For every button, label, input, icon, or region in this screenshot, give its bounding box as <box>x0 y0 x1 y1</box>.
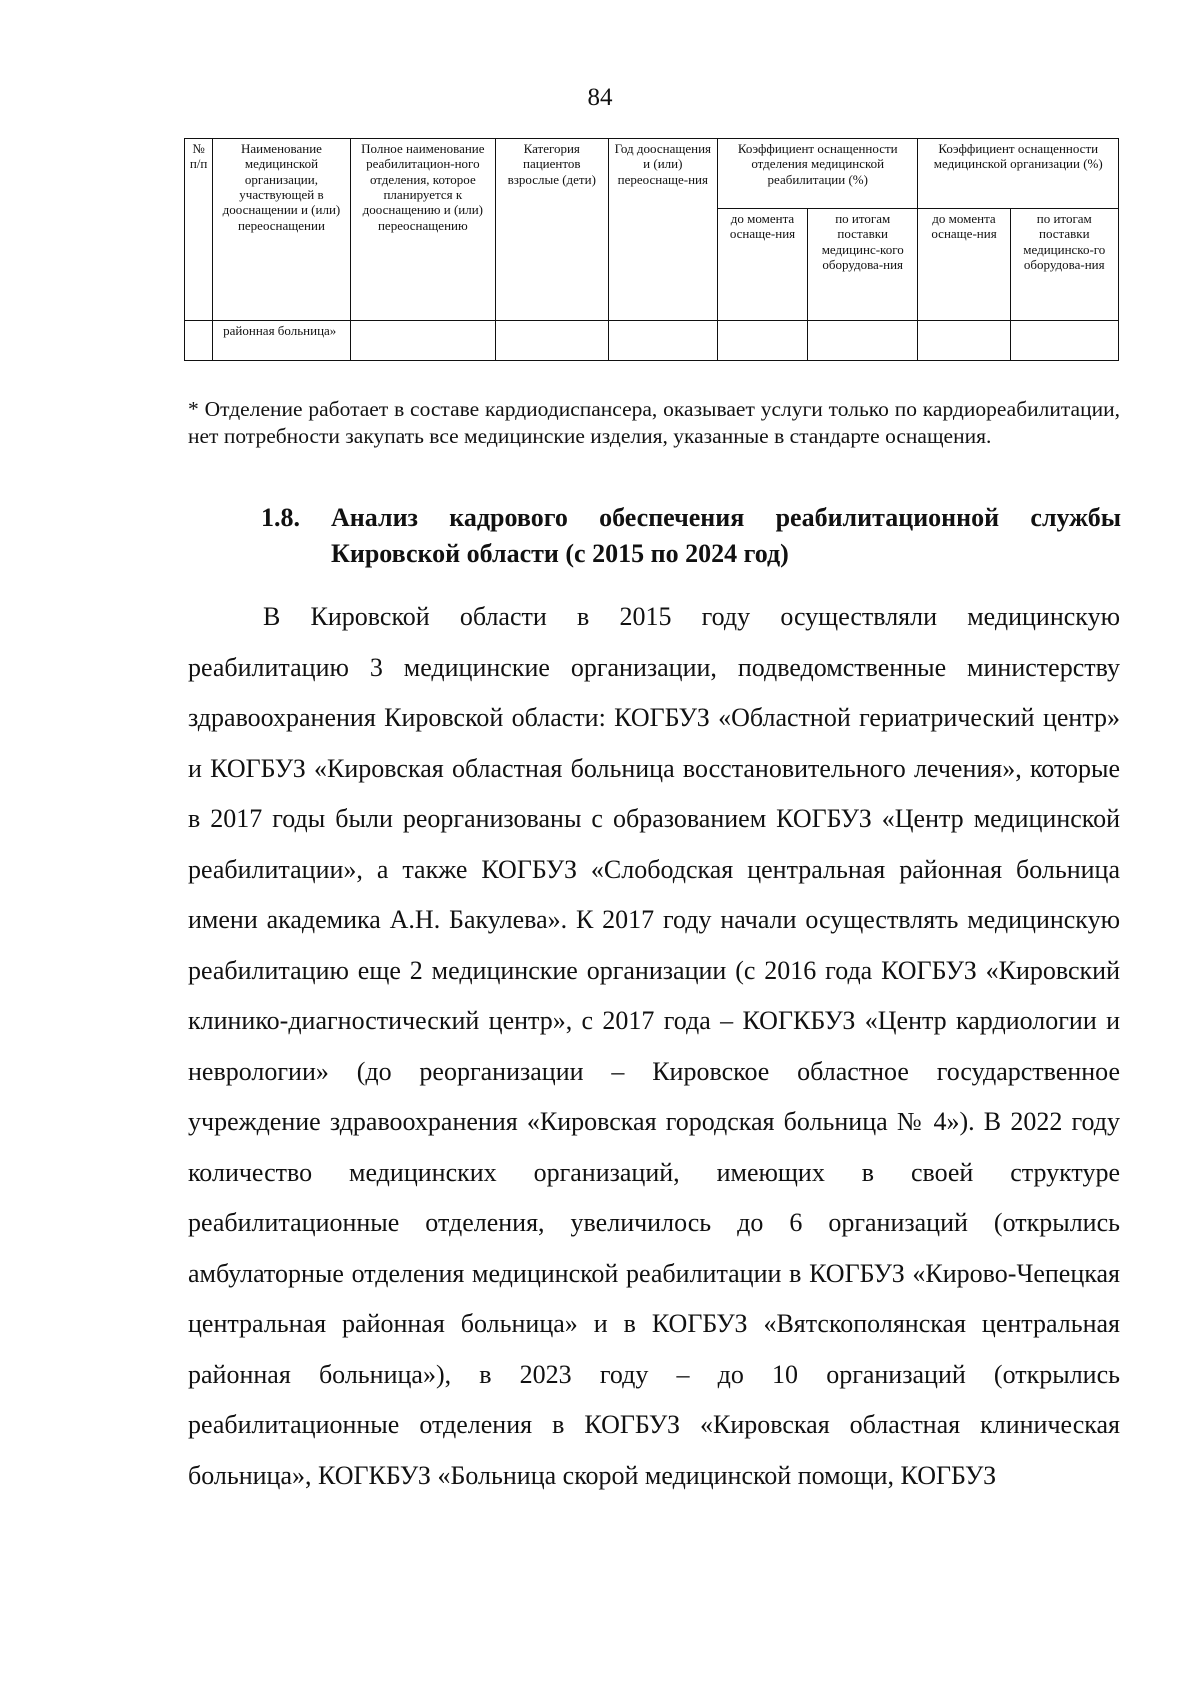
header-category: Категория пациентов взрослые (дети) <box>495 139 608 321</box>
section-title: Анализ кадрового обеспечения реабилитационной службы Кировской области (с 2015 по 2024 год) <box>331 503 1121 568</box>
header-dept-name: Полное наименование реабилитацион-ного отделения, которое планируется к дооснащению и (или) переоснащению <box>350 139 495 321</box>
section-number: 1.8. <box>261 503 300 532</box>
cell-dept-name <box>350 321 495 361</box>
header-year: Год дооснащения и (или) переоснаще-ния <box>608 139 717 321</box>
equipment-table <box>184 138 1119 361</box>
header-after-org: по итогам поставки медицинско-го оборудова-ния <box>1010 209 1118 321</box>
section-heading <box>261 500 1121 572</box>
cell-before-org <box>918 321 1010 361</box>
body-paragraph: В Кировской области в 2015 году осуществляли медицинскую реабилитацию 3 медицинские организации, подведомственные министерству здравоохранения Кировской области: КОГБУЗ «Областной гериатрический центр» и КОГБУЗ «Кировская областная больница восстановительного лечения», которые в 2017 годы были реорганизованы с образованием КОГБУЗ «Центр медицинской реабилитации», а также КОГБУЗ «Слободская центральная районная больница имени академика А.Н. Бакулева». К 2017 году начали осуществлять медицинскую реабилитацию еще 2 медицинские организации (с 2016 года КОГБУЗ «Кировский клинико-диагностический центр», с 2017 года – КОГКБУЗ «Центр кардиологии и неврологии» (до реорганизации – Кировское областное государственное учреждение здравоохранения «Кировская городская больница № 4»). В 2022 году количество медицинских организаций, имеющих в своей структуре реабилитационные отделения, увеличилось до 6 организаций (открылись амбулаторные отделения медицинской реабилитации в КОГБУЗ «Кирово-Чепецкая центральная районная больница» и в КОГБУЗ «Вятскополянская центральная районная больница»), в 2023 году – до 10 организаций (открылись реабилитационные отделения в КОГБУЗ «Кировская областная клиническая больница», КОГКБУЗ «Больница скорой медицинской помощи, КОГБУЗ <box>188 602 1120 1490</box>
cell-after-org <box>1010 321 1118 361</box>
header-num: № п/п <box>185 139 213 321</box>
cell-num <box>185 321 213 361</box>
header-before-dept: до момента оснаще-ния <box>718 209 808 321</box>
header-coef-org: Коэффициент оснащенности медицинской организации (%) <box>918 139 1119 209</box>
cell-category <box>495 321 608 361</box>
cell-year <box>608 321 717 361</box>
header-coef-dept: Коэффициент оснащенности отделения медицинской реабилитации (%) <box>718 139 918 209</box>
footnote: * Отделение работает в составе кардиодиспансера, оказывает услуги только по кардиореабилитации, нет потребности закупать все медицинские изделия, указанные в стандарте оснащения. <box>188 397 1120 448</box>
header-before-org: до момента оснаще-ния <box>918 209 1010 321</box>
header-org-name: Наименование медицинской организации, участвующей в дооснащении и (или) переоснащении <box>213 139 351 321</box>
header-after-dept: по итогам поставки медицинс-кого оборудова-ния <box>807 209 918 321</box>
cell-org-name: районная больница» <box>213 321 351 361</box>
table-row <box>185 321 1119 361</box>
page-number: 84 <box>587 84 613 111</box>
cell-before-dept <box>718 321 808 361</box>
cell-after-dept <box>807 321 918 361</box>
